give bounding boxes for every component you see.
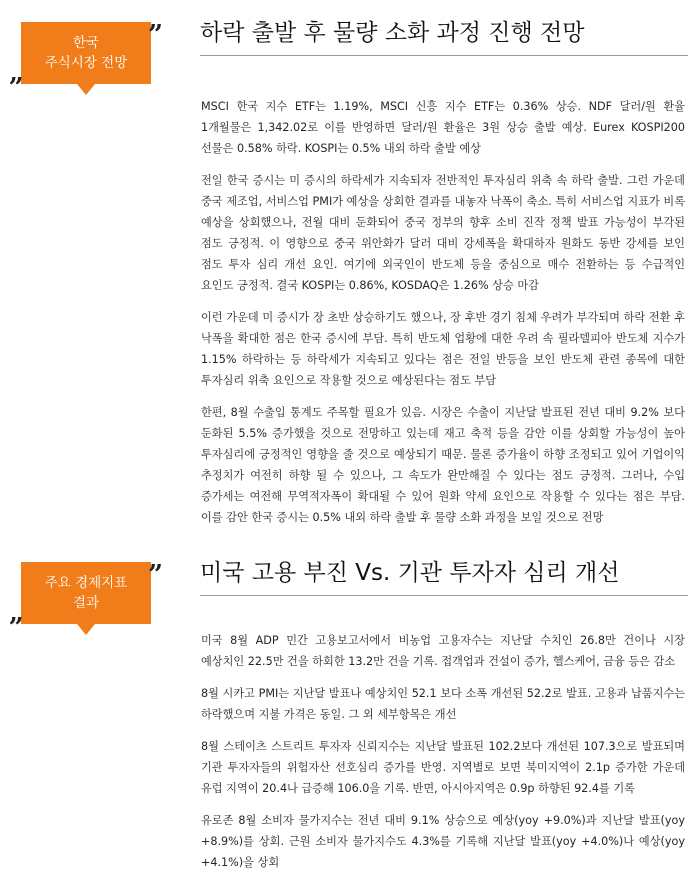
quote-open-icon: „ — [9, 598, 24, 628]
quote-open-icon: „ — [9, 58, 24, 88]
section-tag — [21, 22, 151, 84]
section-body — [201, 96, 685, 539]
section-tag-line: 주요 경제지표 — [44, 575, 128, 591]
quote-close-icon: ” — [148, 20, 163, 50]
section-tag — [21, 562, 151, 624]
section-tag-line: 주식시장 전망 — [44, 55, 128, 71]
section-tag-line: 결과 — [72, 595, 100, 611]
section-headline: 하락 출발 후 물량 소화 과정 진행 전망 — [200, 18, 688, 56]
body-paragraph: 한편, 8월 수출입 통계도 주목할 필요가 있음. 시장은 수출이 지난달 발표된 전년 대비 9.2% 보다 둔화된 5.5% 증가했을 것으로 전망하고 있는데 재고 축적 등을 감안 이를 상회할 가능성이 높아 투자심리에 긍정적인 영향을 줄 것으로 예상되기 때문. 물론 증가율이 하향 조정되고 있어 기업이익 추정치가 여전히 하향 될 수 있으나, 그 속도가 완만해질 수 있다는 점도 긍정적. 그러나, 수입 증가세는 여전해 무역적자폭이 확대될 수 있어 원화 약세 요인으로 작용할 수 있다는 점은 부담. 이를 감안 한국 증시는 0.5% 내외 하락 출발 후 물량 소화 과정을 보일 것으로 전망 — [201, 406, 685, 524]
body-paragraph: 전일 한국 증시는 미 증시의 하락세가 지속되자 전반적인 투자심리 위축 속 하락 출발. 그런 가운데 중국 제조업, 서비스업 PMI가 예상을 상회한 결과를 내놓자 낙폭이 축소. 특히 서비스업 지표가 비록 예상을 상회했으나, 전월 대비 둔화되어 중국 정부의 향후 소비 진작 정책 발표 가능성이 부각된 점도 긍정적. 이 영향으로 중국 위안화가 달러 대비 강세폭을 확대하자 원화도 동반 강세를 보인 점도 투자 심리 개선 요인. 여기에 외국인이 반도체 등을 중심으로 매수 전환하는 등 수급적인 요인도 긍정적. 결국 KOSPI는 0.86%, KOSDAQ은 1.26% 상승 마감 — [201, 174, 685, 292]
body-paragraph: 유로존 8월 소비자 물가지수는 전년 대비 9.1% 상승으로 예상(yoy +9.0%)과 지난달 발표(yoy +8.9%)를 상회. 근원 소비자 물가지수도 4.3%를 기록해 지난달 발표(yoy +4.0%)나 예상(yoy +4.1%)을 상회 — [201, 814, 685, 869]
body-paragraph: 미국 8월 ADP 민간 고용보고서에서 비농업 고용자수는 지난달 수치인 26.8만 건이나 시장 예상치인 22.5만 건을 하회한 13.2만 건을 기록. 접객업과 건설이 증가, 헬스케어, 금융 등은 감소 — [201, 634, 685, 668]
quote-close-icon: ” — [148, 560, 163, 590]
body-paragraph: 이런 가운데 미 증시가 장 초반 상승하기도 했으나, 장 후반 경기 침체 우려가 부각되며 하락 전환 후 낙폭을 확대한 점은 한국 증시에 부담. 특히 반도체 업황에 대한 우려 속 필라델피아 반도체 지수가 1.15% 하락하는 등 하락세가 지속되고 있다는 점은 전일 반등을 보인 반도체 관련 종목에 대한 투자심리 위축 요인으로 작용할 것으로 예상된다는 점도 부담 — [201, 311, 685, 387]
section-headline: 미국 고용 부진 Vs. 기관 투자자 심리 개선 — [200, 558, 688, 596]
body-paragraph: 8월 스테이츠 스트리트 투자자 신뢰지수는 지난달 발표된 102.2보다 개선된 107.3으로 발표되며 기관 투자자들의 위험자산 선호심리 증가를 반영. 지역별로 보면 북미지역이 2.1p 증가한 가운데 유럽 지역이 20.4나 급증해 106.0을 기록. 반면, 아시아지역은 0.9p 하향된 92.4를 기록 — [201, 740, 685, 795]
body-paragraph: MSCI 한국 지수 ETF는 1.19%, MSCI 신흥 지수 ETF는 0.36% 상승. NDF 달러/원 환율 1개월물은 1,342.02로 이를 반영하면 달러/원 환율은 3원 상승 출발 예상. Eurex KOSPI200 선물은 0.58% 하락. KOSPI는 0.5% 내외 하락 출발 예상 — [201, 100, 685, 155]
section-body — [201, 630, 685, 884]
section-tag-line: 한국 — [72, 35, 100, 51]
body-paragraph: 8월 시카고 PMI는 지난달 발표나 예상치인 52.1 보다 소폭 개선된 52.2로 발표. 고용과 납품지수는 하락했으며 지불 가격은 동일. 그 외 세부항목은 개선 — [201, 687, 685, 721]
